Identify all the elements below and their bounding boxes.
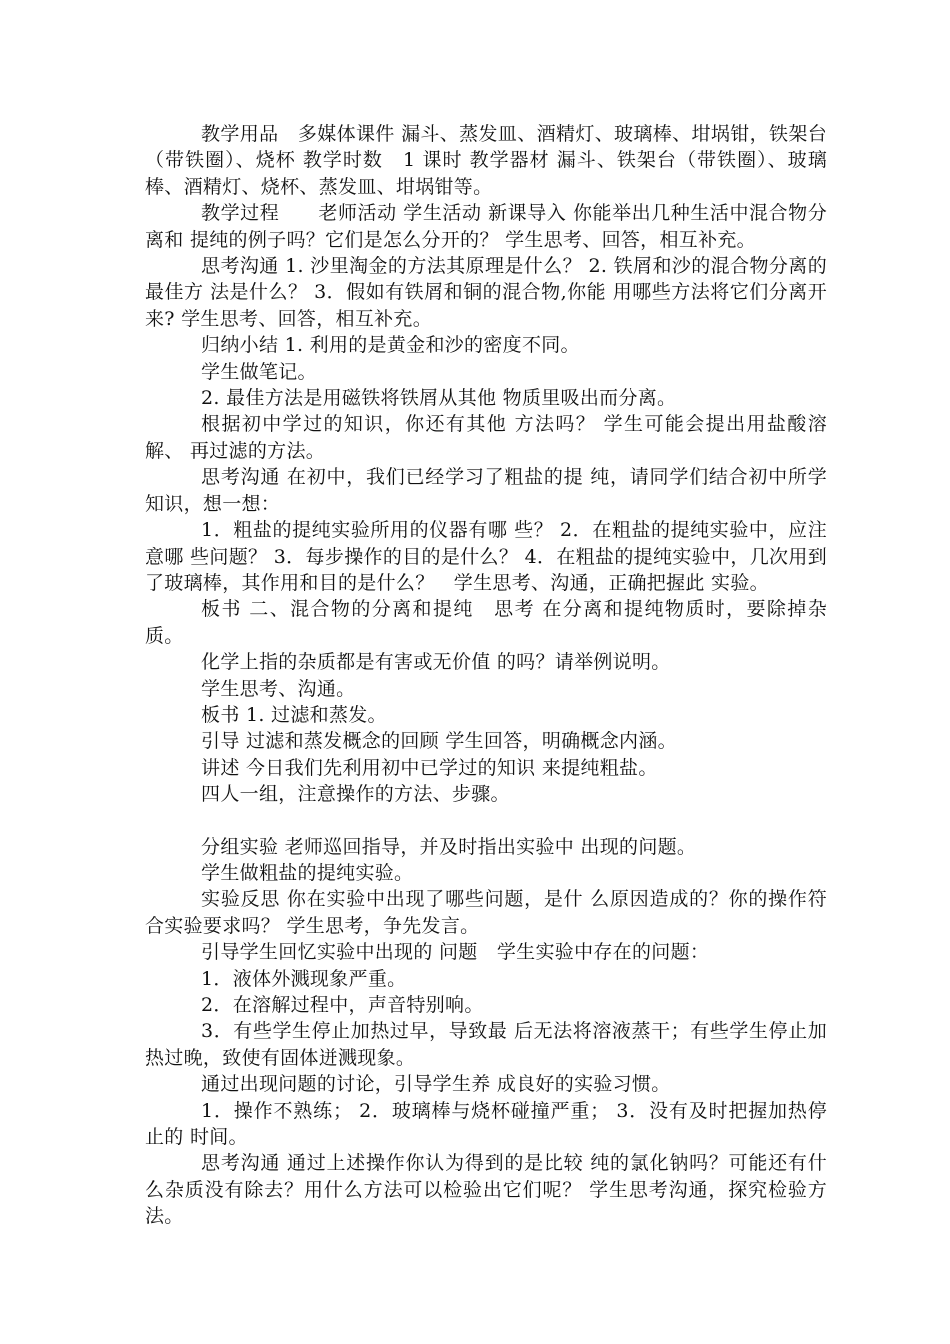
paragraph-group-experiment: 分组实验 老师巡回指导，并及时指出实验中 出现的问题。: [201, 835, 697, 858]
paragraph-student-experiment: 学生做粗盐的提纯实验。: [201, 861, 414, 884]
paragraph-problem-2: 2．在溶解过程中，声音特别响。: [201, 994, 484, 1016]
paragraph-reflection: 实验反思 你在实验中出现了哪些问题，是什 么原因造成的？你的操作符合实验要求吗？ 学生思考，争先发言。: [145, 888, 827, 937]
paragraph-discussion-2: 思考沟通 在初中，我们已经学习了粗盐的提 纯，请同学们结合初中所学知识，想一想：: [145, 466, 827, 515]
paragraph-questions: 1．粗盐的提纯实验所用的仪器有哪 些？ 2．在粗盐的提纯实验中，应注意哪 些问题？ 3．每步操作的目的是什么？ 4．在粗盐的提纯实验中，几次用到 了玻璃棒，其作用和目的是什么？ 学生思考、沟通，正确把握此 实验。: [145, 519, 827, 594]
paragraph-discussion-3: 思考沟通 通过上述操作你认为得到的是比较 纯的氯化钠吗？可能还有什么杂质没有除去？用什么方法可以检验出它们呢？ 学生思考沟通，探究检验方法。: [145, 1152, 827, 1228]
paragraph-summary: 归纳小结 1. 利用的是黄金和沙的密度不同。: [201, 334, 580, 357]
paragraph-narration: 讲述 今日我们先利用初中已学过的知识 来提纯粗盐。: [201, 756, 658, 779]
paragraph-recall: 引导学生回忆实验中出现的 问题 学生实验中存在的问题：: [201, 941, 710, 964]
paragraph-issues: 1．操作不熟练； 2．玻璃棒与烧杯碰撞严重； 3．没有及时把握加热停止的 时间。: [145, 1099, 827, 1149]
paragraph-student-discussion: 学生思考、沟通。: [201, 677, 356, 700]
paragraph-teaching-supplies: 教学用品 多媒体课件 漏斗、蒸发皿、酒精灯、玻璃棒、坩埚钳，铁架台（带铁圈）、烧杯 教学时数 1 课时 教学器材 漏斗、铁架台（带铁圈）、玻璃棒、酒精灯、烧杯、蒸发皿、坩埚钳等。: [145, 123, 827, 198]
document-body: [145, 121, 827, 1230]
paragraph-notes: 学生做笔记。: [201, 360, 317, 383]
paragraph-problem-3: 3．有些学生停止加热过早，导致最 后无法将溶液蒸干；有些学生停止加热过晚，致使有固体迸溅现象。: [145, 1020, 827, 1069]
paragraph-impurities: 化学上指的杂质都是有害或无价值 的吗？请举例说明。: [201, 651, 671, 674]
paragraph-habits: 通过出现问题的讨论，引导学生养 成良好的实验习惯。: [201, 1073, 671, 1096]
paragraph-board-2: 板书 1. 过滤和蒸发。: [201, 703, 387, 726]
paragraph-guide: 引导 过滤和蒸发概念的回顾 学生回答，明确概念内涵。: [201, 730, 677, 753]
paragraph-discussion-1: 思考沟通 1. 沙里淘金的方法其原理是什么？ 2. 铁屑和沙的混合物分离的最佳方 法是什么？ 3．假如有铁屑和铜的混合物,你能 用哪些方法将它们分离开来? 学生思考、回答，相互补充。: [145, 255, 827, 330]
paragraph-teaching-process: 教学过程 老师活动 学生活动 新课导入 你能举出几种生活中混合物分离和 提纯的例子吗？它们是怎么分开的？ 学生思考、回答，相互补充。: [145, 202, 827, 251]
paragraph-problem-1: 1．液体外溅现象严重。: [201, 967, 407, 990]
paragraph-groups: 四人一组，注意操作的方法、步骤。: [201, 783, 510, 806]
paragraph-board-1: 板书 二、混合物的分离和提纯 思考 在分离和提纯物质时，要除掉杂质。: [145, 598, 827, 647]
paragraph-other-methods: 根据初中学过的知识，你还有其他 方法吗？ 学生可能会提出用盐酸溶解、 再过滤的方法。: [145, 413, 827, 462]
paragraph-best-method: 2. 最佳方法是用磁铁将铁屑从其他 物质里吸出而分离。: [201, 387, 677, 410]
